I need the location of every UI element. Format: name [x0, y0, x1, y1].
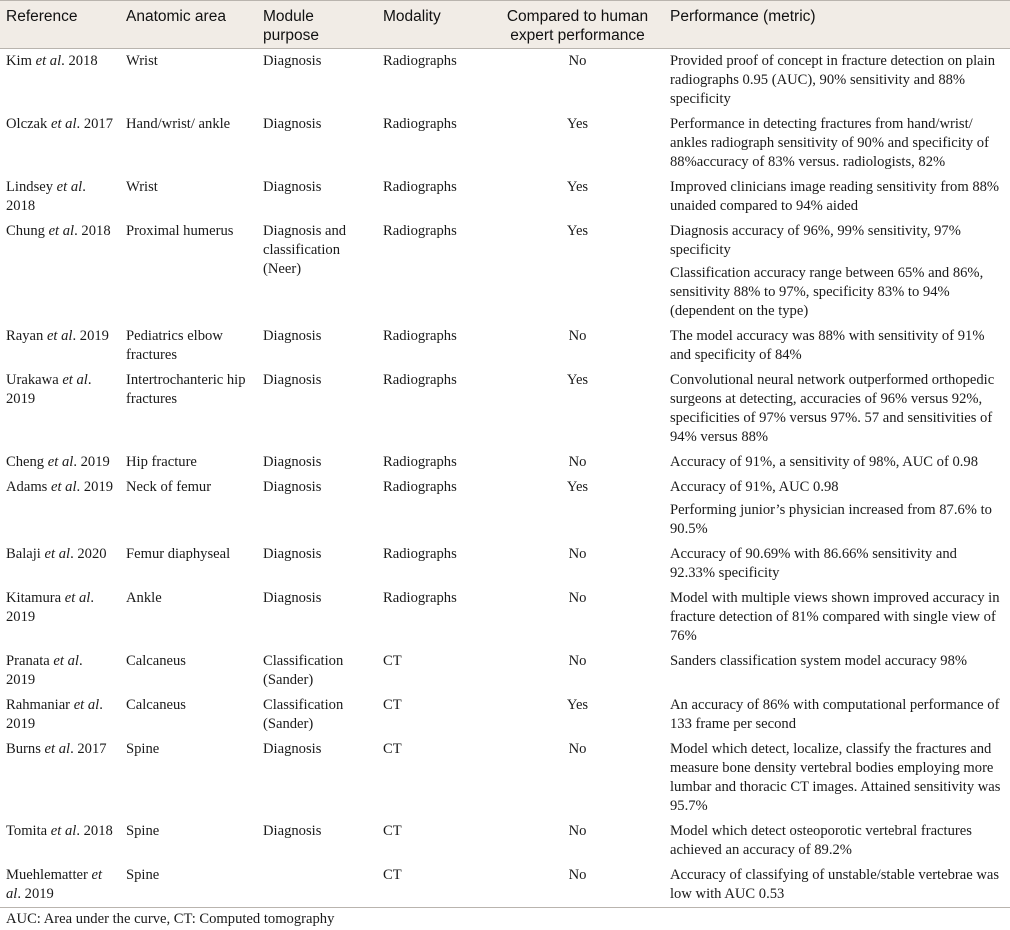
reference-year: . 2019 — [72, 328, 109, 344]
reference-etal: et al — [53, 653, 79, 669]
reference-author: Tomita — [6, 823, 51, 839]
header-module-purpose: Module purpose — [257, 1, 377, 49]
header-anatomic-area: Anatomic area — [120, 1, 257, 49]
cell-performance — [664, 175, 1010, 219]
cell-performance — [664, 586, 1010, 649]
cell-reference — [0, 542, 120, 586]
cell-anatomic-area: Neck of femur — [126, 479, 212, 495]
table-row — [0, 819, 1010, 863]
performance-paragraph: Classification accuracy range between 65% and 86%, sensitivity 88% to 97%, specificity 83% to 94% (dependent on the type) — [670, 265, 984, 319]
header-performance: Performance (metric) — [664, 1, 1010, 49]
header-modality: Modality — [377, 1, 491, 49]
cell-module-purpose: Diagnosis — [263, 328, 322, 344]
cell-reference — [0, 475, 120, 542]
performance-paragraph: Improved clinicians image reading sensitivity from 88% unaided compared to 94% aided — [670, 179, 1000, 214]
cell-modality: Radiographs — [383, 479, 457, 495]
performance-paragraph: Performance in detecting fractures from hand/wrist/ ankles radiograph sensitivity of 90% and specificity of 88%accuracy of 83% versus. radiologists, 82% — [670, 116, 989, 170]
reference-year: . 2019 — [6, 697, 103, 732]
cell-reference — [0, 368, 120, 450]
reference-etal: et al — [46, 328, 73, 344]
performance-paragraph: Performing junior’s physician increased from 87.6% to 90.5% — [670, 502, 992, 537]
cell-compared: No — [568, 328, 587, 344]
cell-modality: Radiographs — [383, 590, 457, 606]
cell-anatomic-area: Calcaneus — [126, 653, 186, 669]
cell-module-purpose: Classification (Sander) — [263, 697, 344, 732]
reference-author: Cheng — [6, 454, 48, 470]
cell-reference — [0, 819, 120, 863]
cell-anatomic-area: Pediatrics elbow fractures — [126, 328, 223, 363]
performance-paragraph: Accuracy of 91%, AUC 0.98 — [670, 479, 839, 495]
reference-author: Chung — [6, 223, 49, 239]
table-body — [0, 49, 1010, 908]
performance-paragraph: Model which detect, localize, classify the fractures and measure bone density vertebral bodies employing more lumbar and thoracic CT images. Attained sensitivity was 95.7% — [670, 741, 1001, 814]
reference-author: Olczak — [6, 116, 51, 132]
cell-compared: Yes — [566, 697, 589, 713]
reference-year: . 2018 — [61, 53, 98, 69]
table-row — [0, 219, 1010, 324]
cell-module-purpose: Diagnosis — [263, 546, 322, 562]
cell-module-purpose: Diagnosis — [263, 179, 322, 195]
cell-modality: Radiographs — [383, 116, 457, 132]
cell-anatomic-area: Calcaneus — [126, 697, 186, 713]
reference-etal: et al — [73, 697, 100, 713]
table-row — [0, 693, 1010, 737]
reference-etal: et al — [50, 823, 77, 839]
performance-paragraph: Model which detect osteoporotic vertebral fractures achieved an accuracy of 89.2% — [670, 823, 972, 858]
cell-anatomic-area: Wrist — [126, 53, 158, 69]
reference-etal: et al — [35, 53, 62, 69]
performance-paragraph: An accuracy of 86% with computational performance of 133 frame per second — [670, 697, 1000, 732]
cell-modality: Radiographs — [383, 179, 457, 195]
reference-author: Balaji — [6, 546, 45, 562]
reference-author: Urakawa — [6, 372, 63, 388]
cell-performance — [664, 475, 1010, 542]
table-row — [0, 475, 1010, 542]
reference-year: . 2017 — [76, 116, 114, 132]
reference-etal: et al — [6, 867, 103, 902]
reference-etal: et al — [51, 479, 77, 495]
reference-year: . 2018 — [74, 223, 111, 239]
reference-etal: et al — [44, 741, 71, 757]
cell-modality: CT — [383, 697, 402, 713]
performance-paragraph: Diagnosis accuracy of 96%, 99% sensitivity, 97% specificity — [670, 223, 961, 258]
reference-etal: et al — [64, 590, 91, 606]
reference-year: . 2019 — [73, 454, 110, 470]
cell-modality: Radiographs — [383, 372, 457, 388]
cell-anatomic-area: Wrist — [126, 179, 158, 195]
cell-module-purpose: Diagnosis — [263, 53, 322, 69]
performance-paragraph: Accuracy of 91%, a sensitivity of 98%, AUC of 0.98 — [670, 454, 979, 470]
cell-anatomic-area: Proximal humerus — [126, 223, 234, 239]
cell-module-purpose: Diagnosis — [263, 741, 322, 757]
table-footnote: AUC: Area under the curve, CT: Computed tomography — [6, 911, 335, 927]
reference-etal: et al — [44, 546, 71, 562]
cell-modality: Radiographs — [383, 454, 457, 470]
cell-module-purpose: Diagnosis — [263, 372, 322, 388]
cell-module-purpose: Diagnosis — [263, 116, 322, 132]
cell-compared: No — [491, 863, 664, 908]
table-row — [0, 737, 1010, 819]
cell-anatomic-area: Hand/wrist/ ankle — [126, 116, 231, 132]
cell-modality: CT — [383, 653, 402, 669]
cell-module-purpose: Classification (Sander) — [263, 653, 344, 688]
cell-compared: No — [568, 546, 587, 562]
reference-author: Adams — [6, 479, 51, 495]
cell-reference — [0, 649, 120, 693]
performance-paragraph: The model accuracy was 88% with sensitivity of 91% and specificity of 84% — [670, 328, 985, 363]
cell-compared: No — [568, 653, 587, 669]
performance-paragraph: Provided proof of concept in fracture detection on plain radiographs 0.95 (AUC), 90% sensitivity and 88% specificity — [670, 53, 996, 107]
cell-performance — [664, 542, 1010, 586]
cell-performance — [664, 112, 1010, 175]
cell-anatomic-area: Spine — [120, 863, 257, 908]
cell-modality: Radiographs — [383, 53, 457, 69]
cell-reference — [0, 586, 120, 649]
table-row — [0, 368, 1010, 450]
cell-performance — [664, 863, 1010, 908]
cell-compared: No — [568, 590, 587, 606]
cell-compared: No — [568, 454, 587, 470]
reference-author: Muehlematter — [6, 867, 92, 883]
cell-anatomic-area: Hip fracture — [126, 454, 197, 470]
table-row — [0, 324, 1010, 368]
cell-compared: No — [568, 823, 587, 839]
reference-author: Rahmaniar — [6, 697, 74, 713]
reference-year: . 2018 — [6, 179, 86, 214]
cell-performance — [664, 324, 1010, 368]
table-row — [0, 450, 1010, 475]
reference-year: . 2019 — [6, 372, 92, 407]
cell-reference — [0, 863, 120, 908]
reference-etal: et al — [56, 179, 83, 195]
cell-compared: Yes — [566, 372, 589, 388]
cell-reference — [0, 175, 120, 219]
header-row — [0, 1, 1010, 49]
reference-etal: et al — [48, 223, 75, 239]
cell-module-purpose: Diagnosis — [263, 823, 322, 839]
cell-modality: Radiographs — [383, 223, 457, 239]
reference-year: . 2019 — [6, 653, 83, 688]
cell-module-purpose — [257, 863, 377, 908]
cell-compared: Yes — [566, 223, 589, 239]
performance-paragraph: Sanders classification system model accuracy 98% — [670, 653, 968, 669]
cell-modality: CT — [383, 823, 402, 839]
cell-performance — [664, 819, 1010, 863]
cell-reference — [0, 693, 120, 737]
cell-performance — [664, 737, 1010, 819]
cell-compared: No — [568, 741, 587, 757]
cell-reference — [0, 324, 120, 368]
reference-year: . 2019 — [6, 590, 94, 625]
header-compared: Compared to human expert performance — [491, 1, 664, 49]
reference-author: Burns — [6, 741, 45, 757]
reference-year: . 2019 — [76, 479, 114, 495]
cell-anatomic-area: Intertrochanteric hip fractures — [126, 372, 246, 407]
reference-year: . 2019 — [17, 886, 54, 902]
header-reference: Reference — [0, 1, 120, 49]
cell-reference — [0, 49, 120, 113]
reference-year: . 2020 — [70, 546, 107, 562]
cell-modality: Radiographs — [383, 328, 457, 344]
reference-author: Lindsey — [6, 179, 57, 195]
cell-reference — [0, 737, 120, 819]
reference-year: . 2018 — [76, 823, 113, 839]
performance-paragraph: Model with multiple views shown improved accuracy in fracture detection of 81% compared with single view of 76% — [670, 590, 1000, 644]
table-row — [0, 542, 1010, 586]
reference-year: . 2017 — [70, 741, 107, 757]
table-row — [0, 586, 1010, 649]
cell-anatomic-area: Ankle — [126, 590, 162, 606]
table-row — [0, 175, 1010, 219]
table-row — [0, 49, 1010, 113]
table-row — [0, 649, 1010, 693]
cell-performance — [664, 450, 1010, 475]
reference-author: Kitamura — [6, 590, 65, 606]
cell-module-purpose: Diagnosis — [263, 454, 322, 470]
reference-etal: et al — [50, 116, 77, 132]
cell-compared: Yes — [566, 116, 589, 132]
table-row — [0, 863, 1010, 908]
cell-reference — [0, 450, 120, 475]
cell-compared: Yes — [566, 479, 589, 495]
performance-paragraph: Convolutional neural network outperformed orthopedic surgeons at detecting, accuracies of 96% versus 92%, specificities of 97% versus 97%. 57 and sensitivities of 94% versus 88% — [670, 372, 995, 445]
cell-performance — [664, 649, 1010, 693]
reference-author: Rayan — [6, 328, 47, 344]
cell-module-purpose: Diagnosis — [263, 590, 322, 606]
table-header — [0, 1, 1010, 49]
cell-anatomic-area: Spine — [126, 823, 160, 839]
performance-paragraph: Accuracy of classifying of unstable/stable vertebrae was low with AUC 0.53 — [670, 867, 1000, 902]
table-row — [0, 112, 1010, 175]
cell-performance — [664, 49, 1010, 113]
reference-etal: et al — [47, 454, 74, 470]
cell-module-purpose: Diagnosis — [263, 479, 322, 495]
cell-performance — [664, 219, 1010, 324]
cell-performance — [664, 368, 1010, 450]
cell-anatomic-area: Femur diaphyseal — [126, 546, 231, 562]
cell-compared: Yes — [566, 179, 589, 195]
performance-paragraph: Accuracy of 90.69% with 86.66% sensitivity and 92.33% specificity — [670, 546, 957, 581]
reference-etal: et al — [62, 372, 88, 388]
cell-reference — [0, 219, 120, 324]
cell-compared: No — [568, 53, 587, 69]
cell-performance — [664, 693, 1010, 737]
cell-modality: Radiographs — [383, 546, 457, 562]
cell-modality: CT — [377, 863, 491, 908]
cell-reference — [0, 112, 120, 175]
reference-author: Pranata — [6, 653, 54, 669]
reference-author: Kim — [6, 53, 36, 69]
cell-module-purpose: Diagnosis and classification (Neer) — [263, 223, 347, 277]
cell-modality: CT — [383, 741, 402, 757]
cell-anatomic-area: Spine — [126, 741, 160, 757]
